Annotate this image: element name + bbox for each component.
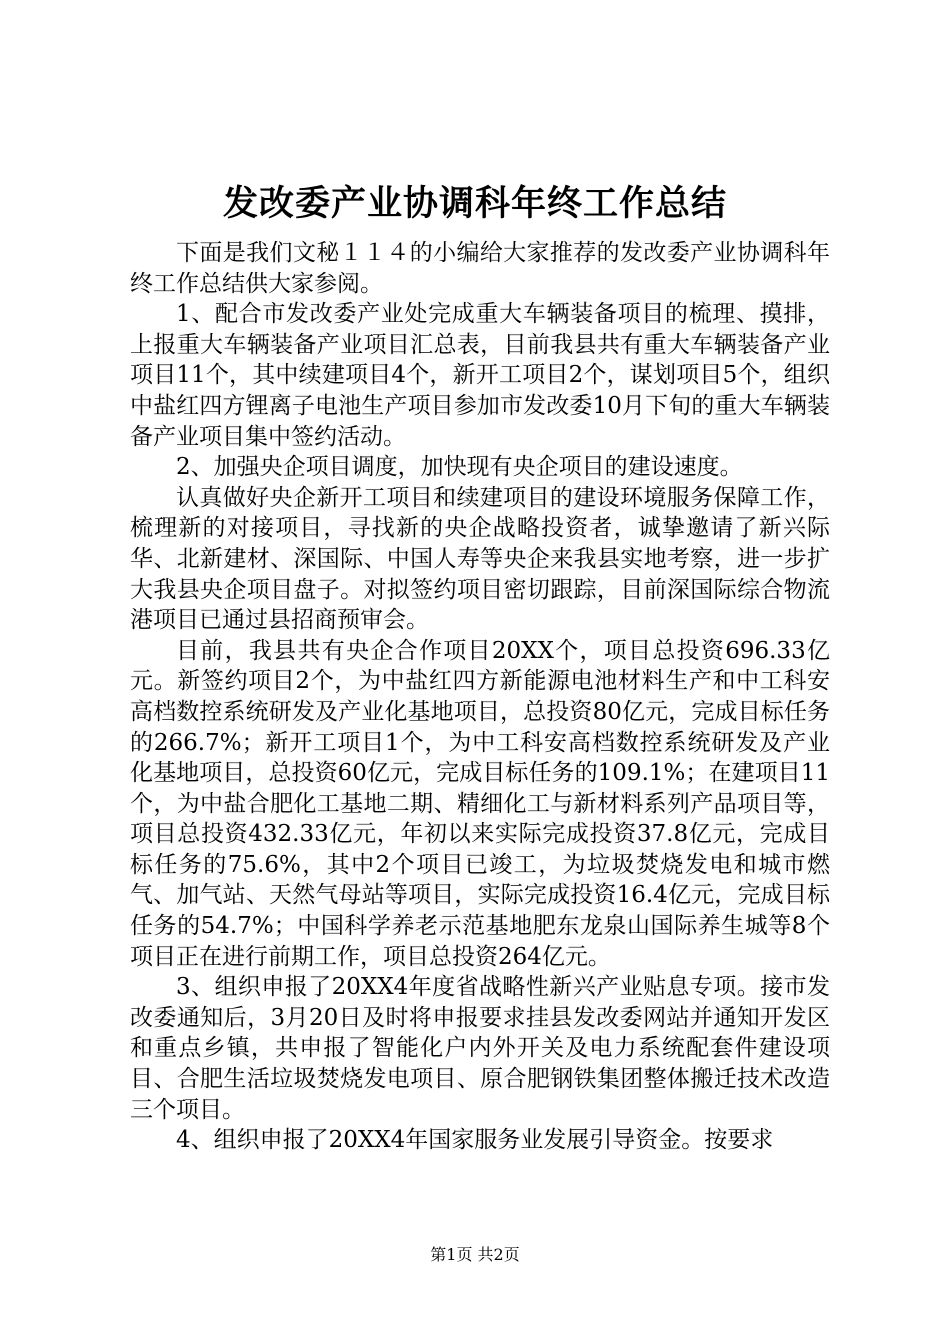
document-title: 发改委产业协调科年终工作总结 bbox=[222, 183, 727, 224]
document-body bbox=[130, 238, 830, 1156]
page-number-footer: 第1页 共2页 bbox=[430, 1245, 520, 1264]
paragraph-item-1: 1、配合市发改委产业处完成重大车辆装备项目的梳理、摸排，上报重大车辆装备产业项目汇总表，目前我县共有重大车辆装备产业项目11个，其中续建项目4个，新开工项目2个，谋划项目5个，组织中盐红四方锂离子电池生产项目参加市发改委10月下旬的重大车辆装备产业项目集中签约活动。 bbox=[130, 301, 830, 450]
paragraph-item-2: 2、加强央企项目调度，加快现有央企项目的建设速度。 bbox=[176, 454, 743, 481]
paragraph-item-4: 4、组织申报了20XX4年国家服务业发展引导资金。按要求 bbox=[176, 1127, 774, 1154]
paragraph-item-2-stats: 目前，我县共有央企合作项目20XX个，项目总投资696.33亿元。新签约项目2个，为中盐红四方新能源电池材料生产和中工科安高档数控系统研发及产业化基地项目，总投资80亿元，完成目标任务的266.7%；新开工项目1个，为中工科安高档数控系统研发及产业化基地项目，总投资60亿元，完成目标任务的109.1%；在建项目11个，为中盐合肥化工基地二期、精细化工与新材料系列产品项目等，项目总投资432.33亿元，年初以来实际完成投资37.8亿元，完成目标任务的75.6%，其中2个项目已竣工，为垃圾焚烧发电和城市燃气、加气站、天然气母站等项目，实际完成投资16.4亿元，完成目标任务的54.7%；中国科学养老示范基地肥东龙泉山国际养生城等8个项目正在进行前期工作，项目总投资264亿元。 bbox=[130, 637, 830, 970]
paragraph-intro: 下面是我们文秘１１４的小编给大家推荐的发改委产业协调科年终工作总结供大家参阅。 bbox=[130, 240, 830, 297]
paragraph-item-2-detail: 认真做好央企新开工项目和续建项目的建设环境服务保障工作，梳理新的对接项目，寻找新的央企战略投资者，诚挚邀请了新兴际华、北新建材、深国际、中国人寿等央企来我县实地考察，进一步扩大我县央企项目盘子。对拟签约项目密切跟踪，目前深国际综合物流港项目已通过县招商预审会。 bbox=[130, 484, 830, 634]
paragraph-item-3: 3、组织申报了20XX4年度省战略性新兴产业贴息专项。接市发改委通知后，3月20日及时将申报要求挂县发改委网站并通知开发区和重点乡镇，共申报了智能化户内外开关及电力系统配套件建设项目、合肥生活垃圾焚烧发电项目、原合肥钢铁集团整体搬迁技术改造三个项目。 bbox=[130, 974, 830, 1123]
